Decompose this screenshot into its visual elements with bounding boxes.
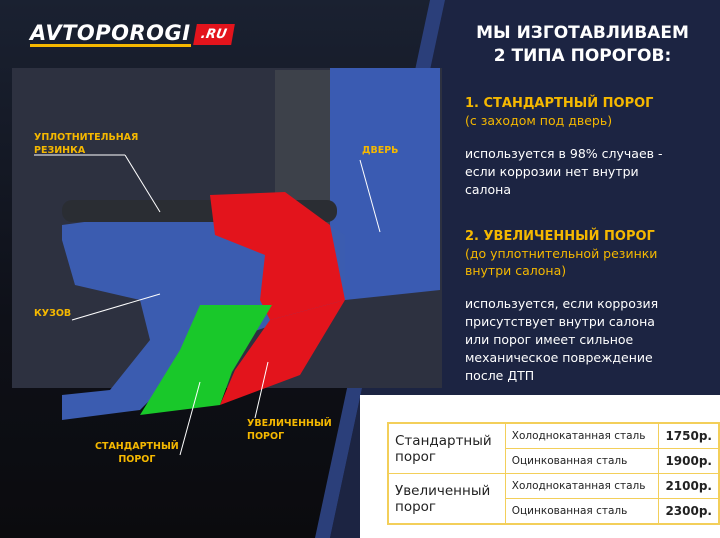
table-row: Оцинкованная сталь 2300р. [388, 499, 719, 525]
table-row: Увеличенный порог Холоднокатанная сталь 2100р. [388, 474, 719, 499]
table-row: Стандартный порог Холоднокатанная сталь 1750р. [388, 423, 719, 449]
label-body: КУЗОВ [34, 308, 72, 319]
label-seal: УПЛОТНИТЕЛЬНАЯ РЕЗИНКА [34, 132, 139, 156]
type-desc: используется в 98% случаев - если коррозии нет внутри салона [465, 146, 663, 197]
label-standard: СТАНДАРТНЫЙ ПОРОГ [95, 441, 179, 465]
door-panel [330, 68, 440, 300]
logo: AVTOPOROGI .RU [30, 22, 232, 47]
label-enlarged: УВЕЛИЧЕННЫЙ ПОРОГ [247, 418, 332, 442]
price-table [387, 422, 720, 525]
table-row: Оцинкованная сталь 1900р. [388, 449, 719, 474]
type-standard: 1. СТАНДАРТНЫЙ ПОРОГ (с заходом под дверь) используется в 98% случаев - если коррозии нет внутри салона [465, 96, 663, 197]
type-enlarged: 2. УВЕЛИЧЕННЫЙ ПОРОГ (до уплотнительной резинки внутри салона) используется, если коррозия присутствует внутри салона или порог имеет сильное механическое повреждение после ДТП [465, 229, 659, 383]
headline: МЫ ИЗГОТАВЛИВАЕМ 2 ТИПА ПОРОГОВ: [476, 23, 689, 66]
type-desc: используется, если коррозия присутствует внутри салона или порог имеет сильное механическое повреждение после ДТП [465, 296, 659, 383]
label-door: ДВЕРЬ [362, 145, 399, 156]
